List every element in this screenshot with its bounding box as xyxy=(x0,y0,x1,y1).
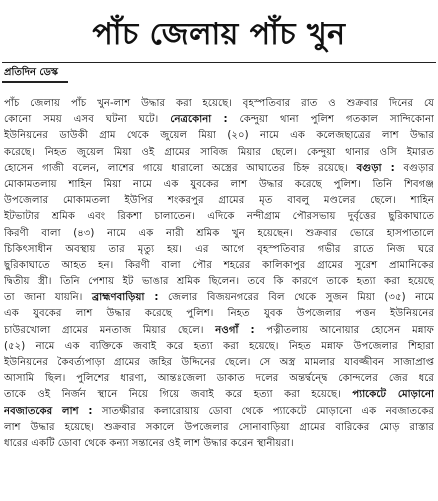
article-line: মোকামতলায় শাহিন মিয়া নামে এক যুবকের লাশ উদ্ধার করেছে পুলিশ। তিনি শিবগঞ্জ xyxy=(4,178,434,190)
article-line: কিরণী বালা (৪৩) নামে এক নারী শ্রমিক খুন হয়েছেন। শুক্রবার ভোরে হাসপাতালে xyxy=(4,227,434,239)
byline: প্রতিদিন ডেস্ক xyxy=(4,67,59,78)
article-line: ইউনিয়নের ডাউকী গ্রাম থেকে জুয়েল মিয়া (২০) নামে এক কলেজছাত্রের লাশ উদ্ধার xyxy=(4,130,434,142)
article-line: তাকে ওই নির্জন স্থানে নিয়ে গিয়ে জবাই করে হত্যা করা হয়েছে। প্যাকেটে মোড়ানো xyxy=(4,389,434,401)
article-line: ধারের একটি ডোবা থেকে কন্যা সন্তানের ওই লাশ উদ্ধার করেন স্থানীয়রা। xyxy=(4,437,294,449)
article-line: লাশ উদ্ধার হয়েছে। শুক্রবার সকালে উপজেলার সোনাবাড়িয়া গ্রামের বারিকের মোড় রাস্তার xyxy=(4,421,434,433)
subheading: নবজাতকের লাশ : xyxy=(4,405,93,417)
article-line: চাউরখোলা গ্রামের মনতাজ মিয়ার ছেলে। নওগাঁ : পত্নীতলায় আনোয়ার হোসেন মন্নাফ xyxy=(4,324,434,336)
article-line: কোনো সময় এসব ঘটনা ঘটে। নেত্রকোনা : কেন্দুয়া থানা পুলিশ গতকাল সান্দিকোনা xyxy=(4,114,434,126)
headline: পাঁচ জেলায় পাঁচ খুন xyxy=(92,17,346,52)
article-line: করেছে। নিহত জুয়েল মিয়া ওই গ্রামের সাবিজ মিয়ার ছেলে। কেন্দুয়া থানার ওসি ইমারত xyxy=(4,146,434,158)
dateline: ব্রাহ্মণবাড়িয়া : xyxy=(92,292,159,304)
article-line: ইউনিয়নের কৈবর্ত্যপাড়া গ্রামের জহির উদ্দিনের ছেলে। সে অস্ত্র মামলার যাবজ্জীবন সাজাপ্রাপ্ত xyxy=(4,357,434,368)
article-body xyxy=(4,96,434,498)
dateline: বগুড়া : xyxy=(356,162,395,174)
article-line: (৫২) নামে এক ব্যক্তিকে জবাই করে হত্যা করা হয়েছে। নিহত মন্নাফ উপজেলার শিহারা xyxy=(4,340,434,352)
article-line: আসামি ছিল। পুলিশের ধারণা, আন্তঃজেলা ডাকাত দলের অন্তর্দ্বন্দ্বে কোন্দলের জের ধরে xyxy=(4,373,434,385)
article-line: এক যুবকের লাশ উদ্ধার করেছে পুলিশ। নিহত যুবক উপজেলার পত্তন ইউনিয়নের xyxy=(4,308,434,320)
article-line: পাঁচ জেলায় পাঁচ খুন-লাশ উদ্ধার করা হয়েছে। বৃহস্পতিবার রাত ও শুক্রবার দিনের যে xyxy=(4,98,434,109)
subheading: প্যাকেটে মোড়ানো xyxy=(352,389,434,401)
article-line: ছুরিকাঘাতে আহত হন। কিরণী বালা পৌর শহরের কালিকাপুর গ্রামের সুরেশ প্রামানিকের xyxy=(4,259,434,271)
article-line: তা জানা যায়নি। ব্রাহ্মণবাড়িয়া : জেলার বিজয়নগরের বিল থেকে সুজন মিয়া (৩৫) নামে xyxy=(4,292,434,304)
article-line: নবজাতকের লাশ : সাতক্ষীরার কলারোয়ায় ডোবা থেকে প্যাকেটে মোড়ানো এক নবজাতকের xyxy=(4,405,434,417)
dateline: নেত্রকোনা : xyxy=(170,114,228,126)
article-line: হোসেন গাজী বলেন, লাশের গায়ে ধারালো অস্ত্রের আঘাতের চিহ্ন রয়েছে। বগুড়া : বগুড়ার xyxy=(4,162,434,174)
article-line: ইটভাটার শ্রমিক এবং রিকশা চালাতেন। এদিকে নন্দীগ্রাম পৌরসভায় দুর্বৃত্তের ছুরিকাঘাতে xyxy=(4,211,434,223)
dateline: নওগাঁ : xyxy=(215,324,255,336)
headline-rule xyxy=(2,62,436,63)
article-line: উপজেলার মোকামতলা ইউপির শংকরপুর গ্রামের মৃত বাবলু মণ্ডলের ছেলে। শাহিন xyxy=(4,195,434,207)
article-line: চিকিৎসাধীন অবস্থায় তার মৃত্যু হয়। এর আগে বৃহস্পতিবার গভীর রাতে নিজ ঘরে xyxy=(4,243,434,255)
byline-rule xyxy=(2,81,68,83)
article-line: দ্বিতীয় স্ত্রী। তিনি পেশায় ইট ভাঙার শ্রমিক ছিলেন। তবে কি কারণে তাকে হত্যা করা হয়েছে xyxy=(4,276,434,288)
